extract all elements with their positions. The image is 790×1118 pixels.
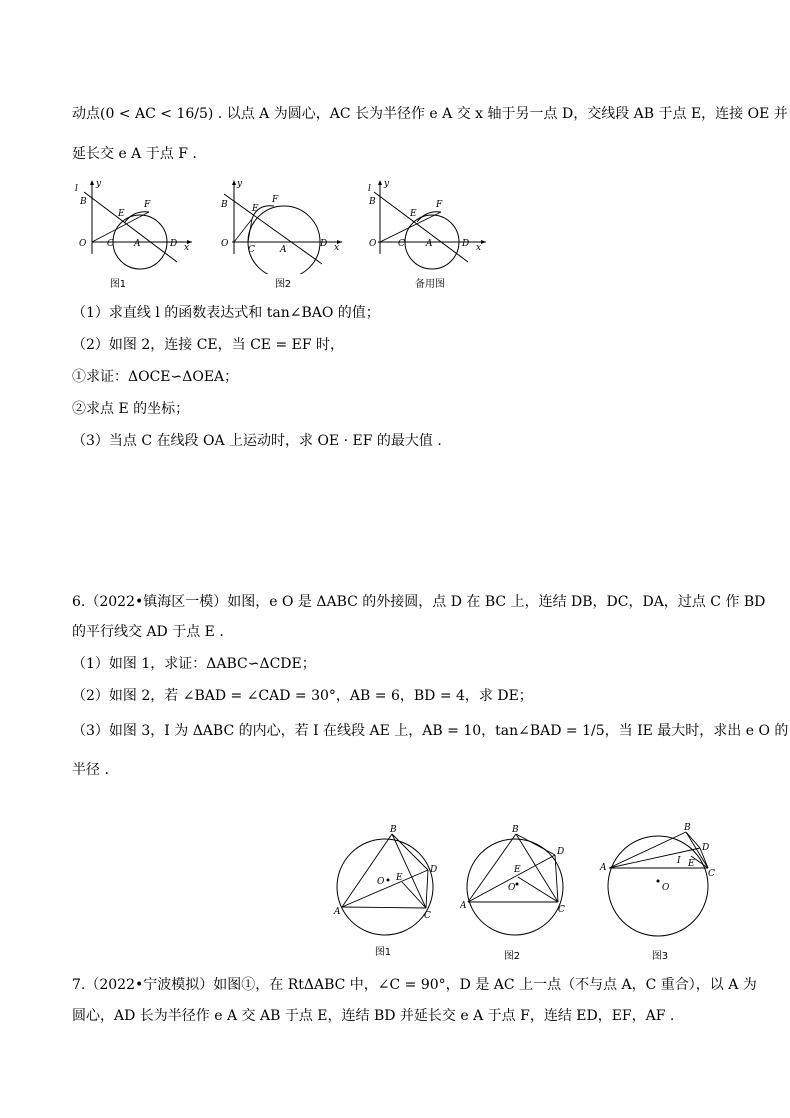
q7-line1: 7.（2022•宁波模拟）如图①，在 RtΔABC 中，∠C = 90°，D 是 AC 上一点（不与点 A，C 重合），以 A 为 bbox=[72, 977, 757, 993]
fig1-label-l: l bbox=[75, 184, 78, 194]
q6-fig1-D: D bbox=[430, 865, 438, 875]
fig2-label-O: O bbox=[221, 239, 229, 249]
q6-fig2-O: O bbox=[508, 883, 516, 893]
fig1-label-D: D bbox=[170, 239, 178, 249]
fig1-label-O: O bbox=[79, 239, 87, 249]
q6-fig1-caption: 图1 bbox=[374, 947, 392, 958]
fig1-label-C: C bbox=[107, 239, 114, 249]
q5-part1: （1）求直线 l 的函数表达式和 tan∠BAO 的值； bbox=[72, 305, 380, 321]
fig3-label-O: O bbox=[369, 239, 377, 249]
q6-figure-3 bbox=[596, 818, 721, 948]
fig2-label-A: A bbox=[280, 245, 287, 255]
q6-fig3-I: I bbox=[677, 856, 681, 866]
fig2-label-F: F bbox=[272, 195, 279, 205]
q7-line2: 圆心，AD 长为半径作 e A 交 AB 于点 E，连结 BD 并延长交 e A 于点 F，连结 ED，EF，AF . bbox=[72, 1008, 675, 1024]
q5-intro-line2: 延长交 e A 于点 F . bbox=[72, 146, 197, 162]
q5-fig2-caption: 图2 bbox=[274, 279, 292, 290]
q5-part2: （2）如图 2，连接 CE，当 CE = EF 时， bbox=[72, 337, 345, 353]
q6-fig3-E: E bbox=[688, 859, 695, 869]
q6-fig1-A: A bbox=[334, 907, 341, 917]
q6-part3: （3）如图 3，I 为 ΔABC 的内心，若 I 在线段 AE 上，AB = 10，tan∠BAD = 1/5，当 IE 最大时，求出 e O 的 bbox=[72, 723, 789, 739]
fig3-label-l: l bbox=[368, 184, 371, 194]
q6-line1: 6.（2022•镇海区一模）如图，e O 是 ΔABC 的外接圆，点 D 在 BC 上，连结 DB，DC，DA，过点 C 作 BD bbox=[72, 594, 766, 610]
fig2-label-E: E bbox=[252, 204, 259, 214]
q6-fig3-O: O bbox=[662, 883, 670, 893]
fig2-label-B: B bbox=[221, 200, 228, 210]
q6-fig3-C: C bbox=[708, 869, 715, 879]
fig1-label-E: E bbox=[118, 209, 125, 219]
q5-fig1-caption: 图1 bbox=[109, 279, 127, 290]
fig1-label-x: x bbox=[184, 243, 190, 253]
q6-fig3-A: A bbox=[600, 863, 607, 873]
fig3-label-B: B bbox=[369, 197, 376, 207]
fig2-label-D: D bbox=[320, 239, 328, 249]
q6-fig2-A: A bbox=[460, 901, 467, 911]
q6-fig2-D: D bbox=[557, 847, 565, 857]
fig3-label-y: y bbox=[384, 179, 390, 189]
fig1-label-F: F bbox=[144, 200, 151, 210]
q6-line2: 的平行线交 AD 于点 E . bbox=[72, 624, 224, 640]
q6-figure-1 bbox=[330, 822, 450, 952]
q6-fig2-C: C bbox=[558, 905, 565, 915]
q5-part2a: ①求证：ΔOCE∽ΔOEA； bbox=[72, 369, 239, 385]
q6-part3b: 半径 . bbox=[72, 762, 109, 778]
q6-fig1-E: E bbox=[396, 873, 403, 883]
fig1-label-y: y bbox=[96, 179, 102, 189]
fig2-label-C: C bbox=[248, 245, 255, 255]
q5-part3: （3）当点 C 在线段 OA 上运动时，求 OE · EF 的最大值 . bbox=[72, 433, 442, 449]
fig3-label-C: C bbox=[398, 239, 405, 249]
q6-fig2-E: E bbox=[514, 865, 521, 875]
q6-part2: （2）如图 2，若 ∠BAD = ∠CAD = 30°，AB = 6，BD = 4，求 DE； bbox=[72, 688, 533, 704]
q6-fig3-D: D bbox=[702, 843, 710, 853]
q5-figure-2 bbox=[212, 174, 347, 274]
fig1-label-B: B bbox=[80, 197, 87, 207]
fig2-label-y: y bbox=[237, 179, 243, 189]
q6-fig2-caption: 图2 bbox=[503, 951, 521, 962]
fig3-label-D: D bbox=[462, 239, 470, 249]
q5-fig3-caption: 备用图 bbox=[415, 279, 445, 290]
q5-figure-1 bbox=[72, 174, 197, 274]
q6-fig2-B: B bbox=[512, 825, 519, 835]
q5-figure-3 bbox=[368, 174, 493, 274]
fig2-label-x: x bbox=[334, 243, 340, 253]
q6-part1: （1）如图 1，求证：ΔABC∽ΔCDE； bbox=[72, 656, 316, 672]
q6-fig1-B: B bbox=[390, 825, 397, 835]
q5-intro-line1: 动点(0 < AC < 16/5) . 以点 A 为圆心，AC 长为半径作 e A 交 x 轴于另一点 D，交线段 AB 于点 E，连接 OE 并 bbox=[72, 106, 788, 122]
q6-fig1-O: O bbox=[377, 877, 385, 887]
fig1-label-A: A bbox=[134, 239, 141, 249]
q6-figure-2 bbox=[460, 822, 575, 952]
q6-fig3-caption: 图3 bbox=[651, 951, 669, 962]
fig3-label-x: x bbox=[476, 243, 482, 253]
q6-fig3-B: B bbox=[684, 823, 691, 833]
q5-part2b: ②求点 E 的坐标； bbox=[72, 401, 190, 417]
fig3-label-A: A bbox=[426, 239, 433, 249]
fig3-label-E: E bbox=[410, 209, 417, 219]
q6-fig1-C: C bbox=[424, 911, 431, 921]
fig3-label-F: F bbox=[436, 200, 443, 210]
